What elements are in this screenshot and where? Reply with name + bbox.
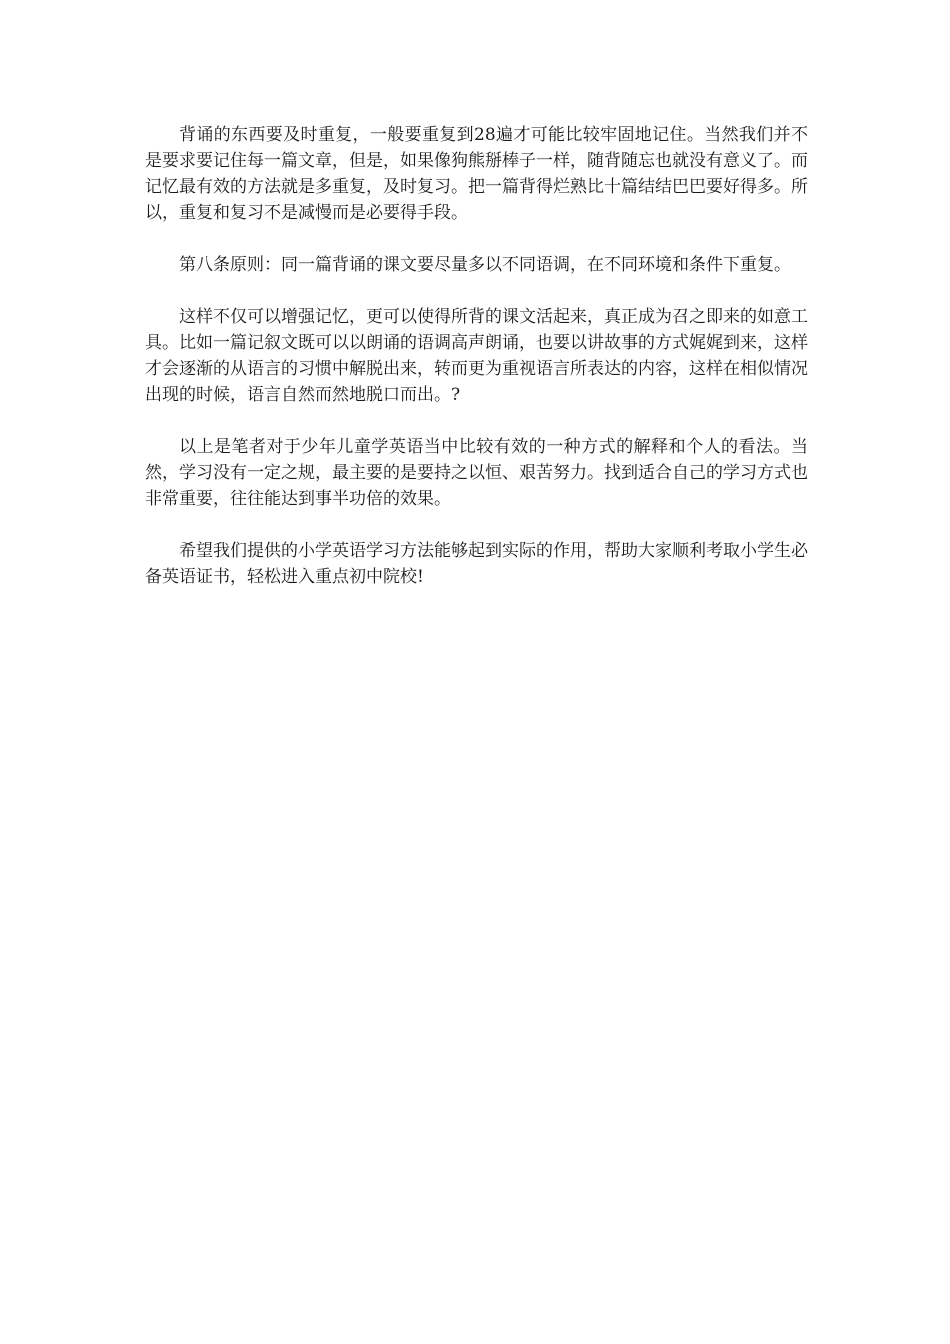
paragraph-principle-eight: 第八条原则：同一篇背诵的课文要尽量多以不同语调，在不同环境和条件下重复。 xyxy=(179,255,791,275)
document-body xyxy=(145,122,808,616)
paragraph-intonation: 这样不仅可以增强记忆，更可以使得所背的课文活起来，真正成为召之即来的如意工具。比如一篇记叙文既可以以朗诵的语调高声朗诵，也要以讲故事的方式娓娓到来，这样才会逐渐的从语言的习惯中解脱出来，转而更为重视语言所表达的内容，这样在相似情况出现的时候，语言自然而然地脱口而出。? xyxy=(145,307,808,405)
paragraph-repetition: 背诵的东西要及时重复，一般要重复到28遍才可能比较牢固地记住。当然我们并不是要求要记住每一篇文章，但是，如果像狗熊掰棒子一样，随背随忘也就没有意义了。而记忆最有效的方法就是多重复，及时复习。把一篇背得烂熟比十篇结结巴巴要好得多。所以，重复和复习不是减慢而是必要得手段。 xyxy=(145,125,808,223)
paragraph-closing: 希望我们提供的小学英语学习方法能够起到实际的作用，帮助大家顺利考取小学生必备英语证书，轻松进入重点初中院校! xyxy=(145,541,808,587)
paragraph-author-view: 以上是笔者对于少年儿童学英语当中比较有效的一种方式的解释和个人的看法。当然，学习没有一定之规，最主要的是要持之以恒、艰苦努力。找到适合自己的学习方式也非常重要，往往能达到事半功倍的效果。 xyxy=(145,437,808,509)
